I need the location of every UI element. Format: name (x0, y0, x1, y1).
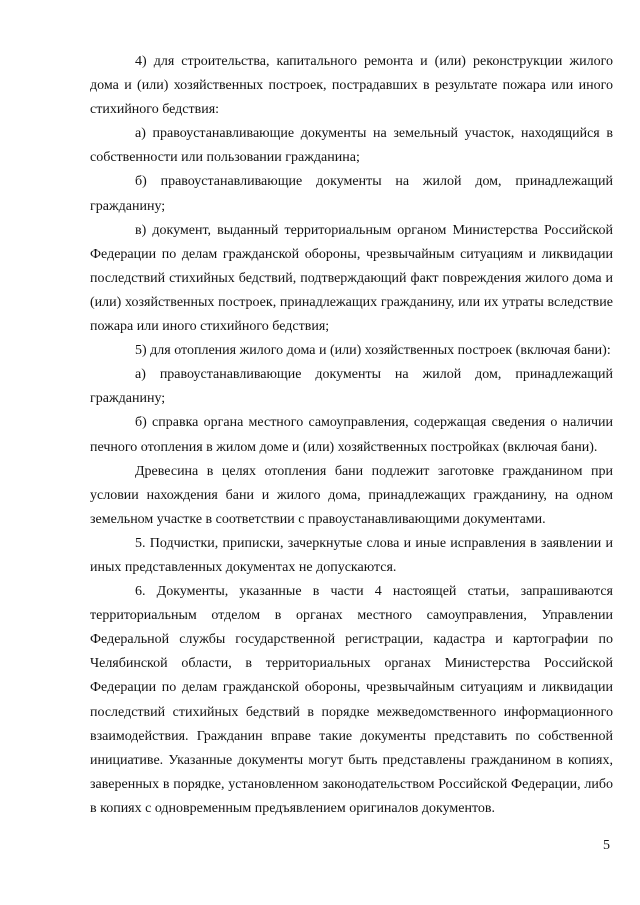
paragraph-subitem-a: а) правоустанавливающие документы на жилой дом, принадлежащий гражданину; (90, 367, 613, 407)
paragraph-subitem-b: б) правоустанавливающие документы на жилой дом, принадлежащий гражданину; (90, 174, 613, 214)
paragraph-firewood-note: Древесина в целях отопления бани подлежит заготовке гражданином при условии нахождения бани и жилого дома, принадлежащих гражданину, на одном земельном участке в соответствии с правоустанавливающими документами. (90, 463, 613, 527)
document-body (90, 50, 613, 821)
paragraph-section-6: 6. Документы, указанные в части 4 настоящей статьи, запрашиваются территориальным отделом в органах местного самоуправления, Управлении Федеральной службы государственной регистрации, кадастра и картографии по Челябинской области, в территориальных органах Министерства Российской Федерации по делам гражданской обороны, чрезвычайным ситуациям и ликвидации последствий стихийных бедствий в порядке межведомственного информационного взаимодействия. Гражданин вправе такие документы представить по собственной инициативе. Указанные документы могут быть представлены гражданином в копиях, заверенных в порядке, установленном законодательством Российской Федерации, либо в копиях с одновременным предъявлением оригиналов документов. (90, 584, 613, 816)
paragraph-subitem-v: в) документ, выданный территориальным органом Министерства Российской Федерации по делам гражданской обороны, чрезвычайным ситуациям и ликвидации последствий стихийных бедствий, подтверждающий факт повреждения жилого дома и (или) хозяйственных построек, принадлежащих гражданину, или их утраты вследствие пожара или иного стихийного бедствия; (90, 222, 613, 335)
paragraph-item-4: 4) для строительства, капитального ремонта и (или) реконструкции жилого дома и (или) хозяйственных построек, пострадавших в результате пожара или иного стихийного бедствия: (90, 54, 613, 118)
page-number: 5 (603, 838, 610, 853)
paragraph-subitem-a: а) правоустанавливающие документы на земельный участок, находящийся в собственности или пользовании гражданина; (90, 126, 613, 166)
paragraph-subitem-b: б) справка органа местного самоуправления, содержащая сведения о наличии печного отопления в жилом доме и (или) хозяйственных постройках (включая бани). (90, 415, 613, 455)
paragraph-section-5: 5. Подчистки, приписки, зачеркнутые слова и иные исправления в заявлении и иных представленных документах не допускаются. (90, 535, 613, 575)
paragraph-item-5: 5) для отопления жилого дома и (или) хозяйственных построек (включая бани): (135, 343, 611, 359)
